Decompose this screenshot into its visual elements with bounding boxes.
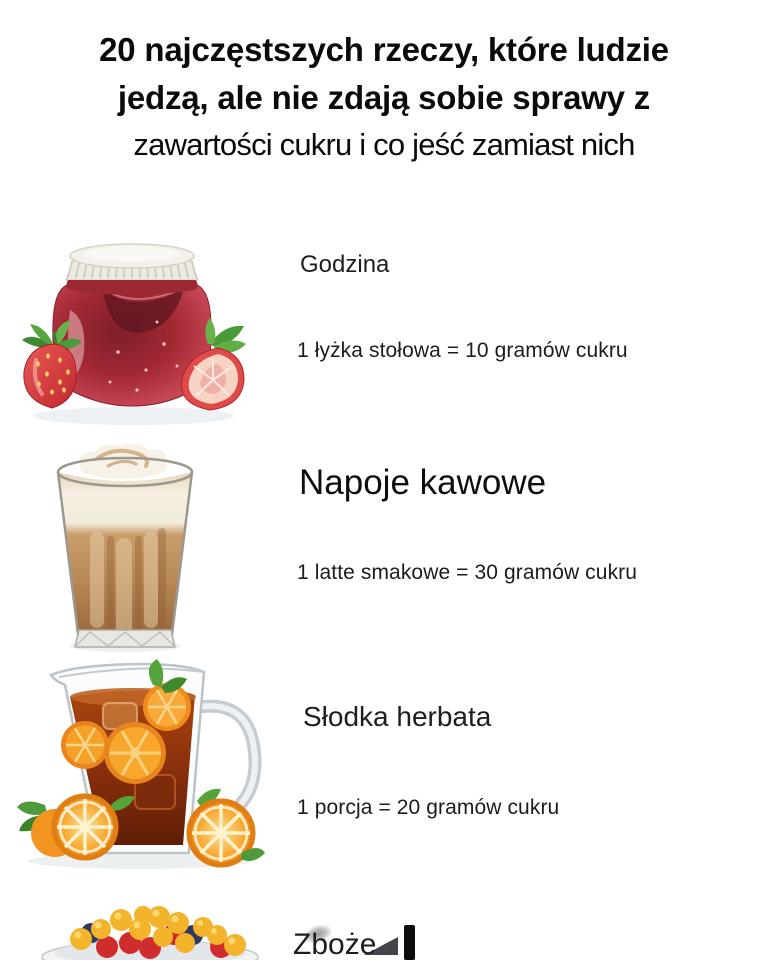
item-heading-jam: Godzina — [300, 251, 390, 278]
title-line-1: 20 najczęstszych rzeczy, które ludzie — [99, 31, 669, 68]
iced-tea-pitcher-illustration — [15, 655, 265, 875]
orange-slice — [104, 722, 166, 784]
orange-half — [54, 796, 116, 858]
title-line-2: jedzą, ale nie zdają sobie sprawy z — [117, 79, 651, 116]
item-sugar-info-coffee: 1 latte smakowe = 30 gramów cukru — [297, 561, 638, 584]
title-line-3: zawartości cukru i co jeść zamiast nich — [133, 127, 635, 162]
item-sugar-info-jam: 1 łyżka stołowa = 10 gramów cukru — [297, 339, 628, 362]
orange-slice — [61, 721, 109, 769]
item-heading-coffee: Napoje kawowe — [299, 463, 547, 502]
flavored-latte-glass-illustration — [50, 444, 200, 661]
cereal-bowl-illustration — [35, 903, 265, 960]
item-heading-cereal: Zboże — [293, 928, 377, 960]
item-sugar-info-tea: 1 porcja = 20 gramów cukru — [297, 796, 560, 819]
item-heading-tea: Słodka herbata — [303, 701, 492, 732]
bar-chart-icon — [362, 923, 422, 960]
strawberry-jam-jar-illustration — [14, 232, 249, 432]
page-title — [0, 26, 768, 167]
